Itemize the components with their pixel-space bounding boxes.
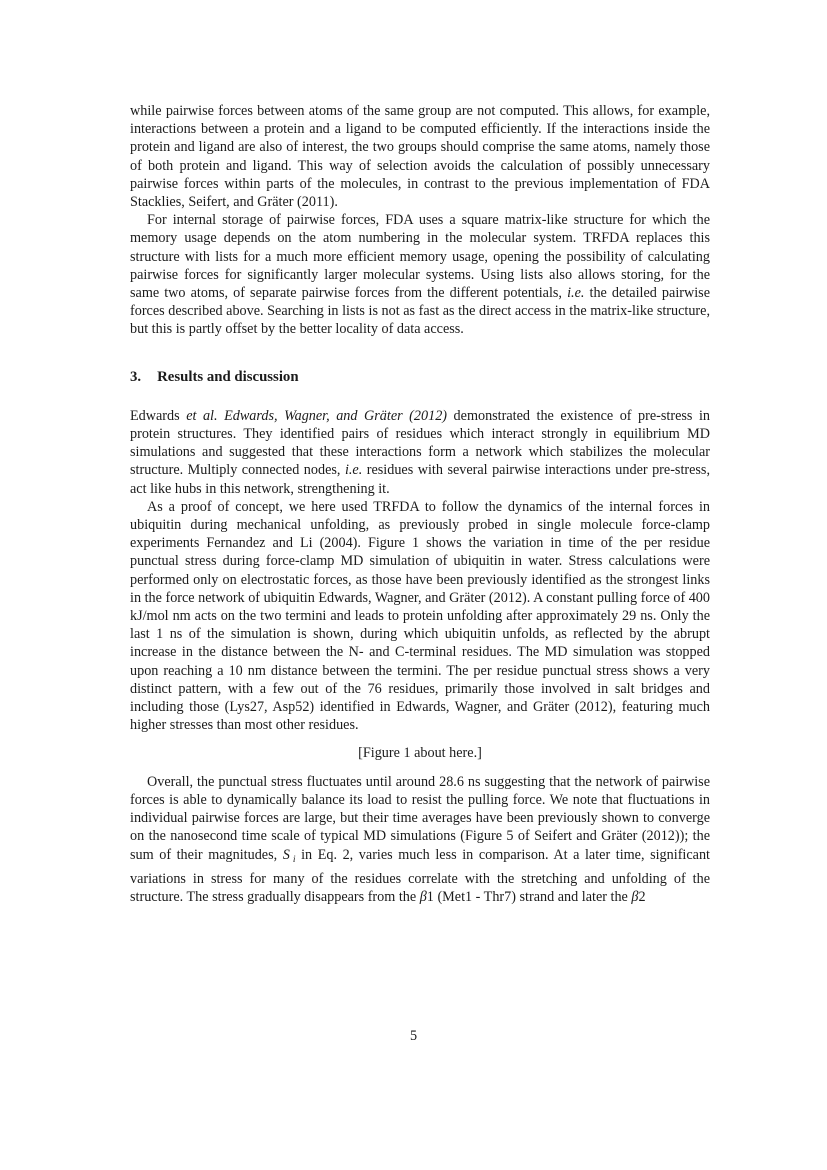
section-number: 3.: [130, 368, 142, 385]
page-number: 5: [409, 1028, 418, 1044]
page-body: [130, 102, 710, 906]
paragraph-2: For internal storage of pairwise forces, FDA uses a square matrix-like structure for which the memory usage depends on the atom numbering in the molecular system. TRFDA replaces this structure with lists for a much more efficient memory usage, opening the possibility of calculating pairwise forces for significantly larger molecular systems. Using lists also allows storing, for the same two atoms, of separate pairwise forces from the different potentials, i.e. the detailed pairwise forces described above. Searching in lists is not as fast as the direct access in the matrix-like structure, but this is partly offset by the better locality of data access.: [130, 212, 710, 338]
paragraph-1: while pairwise forces between atoms of the same group are not computed. This allows, for example, interactions between a protein and a ligand to be computed efficiently. If the interactions inside the protein and ligand are also of interest, the two groups should comprise the same atoms, namely those of both protein and ligand. This way of selection avoids the calculation of possibly unnecessary pairwise forces within parts of the molecules, in contrast to the previous implementation of FDA Stacklies, Seifert, and Gräter (2011).: [130, 103, 710, 211]
paragraph-3: Edwards et al. Edwards, Wagner, and Gräter (2012) demonstrated the existence of pre-stress in protein structures. They identified pairs of residues which interact strongly in equilibrium MD simulations and suggested that these interactions form a network which stabilizes the molecular structure. Multiply connected nodes, i.e. residues with several pairwise interactions under pre-stress, act like hubs in this network, strengthening it.: [130, 407, 711, 497]
section-title: Results and discussion: [157, 368, 299, 385]
figure-placeholder: [Figure 1 about here.]: [358, 744, 482, 761]
paragraph-4: As a proof of concept, we here used TRFDA to follow the dynamics of the internal forces in ubiquitin during mechanical unfolding, as previously probed in single molecule force-clamp experiments Fernandez and Li (2004). Figure 1 shows the variation in time of the per residue punctual stress during force-clamp MD simulation of ubiquitin in water. Stress calculations were performed only on electrostatic forces, as those have been previously identified as the strongest links in the force network of ubiquitin Edwards, Wagner, and Gräter (2012). A constant pulling force of 400 kJ/mol nm acts on the two termini and leads to protein unfolding after approximately 29 ns. Only the last 1 ns of the simulation is shown, during which ubiquitin unfolds, as reflected by the abrupt increase in the distance between the N- and C-terminal residues. The MD simulation was stopped upon reaching a 10 nm distance between the termini. The per residue punctual stress shows a very distinct pattern, with a few out of the 76 residues, primarily those involved in salt bridges and including those (Lys27, Asp52) identified in Edwards, Wagner, and Gräter (2012), featuring much higher stresses than most other residues.: [130, 498, 710, 734]
paragraph-5: Overall, the punctual stress fluctuates until around 28.6 ns suggesting that the network of pairwise forces is able to dynamically balance its load to resist the pulling force. We note that fluctuations in individual pairwise forces are large, but their time averages have been previously shown to converge on the nanosecond time scale of typical MD simulations (Figure 5 of Seifert and Gräter (2012)); the sum of their magnitudes, S $_i$ in Eq. 2, varies much less in comparison. At a later time, significant variations in stress for many of the residues correlate with the stretching and unfolding of the structure. The stress gradually disappears from the β1 (Met1 - Thr7) strand and later the β2: [130, 773, 710, 905]
section-heading: [130, 368, 710, 386]
